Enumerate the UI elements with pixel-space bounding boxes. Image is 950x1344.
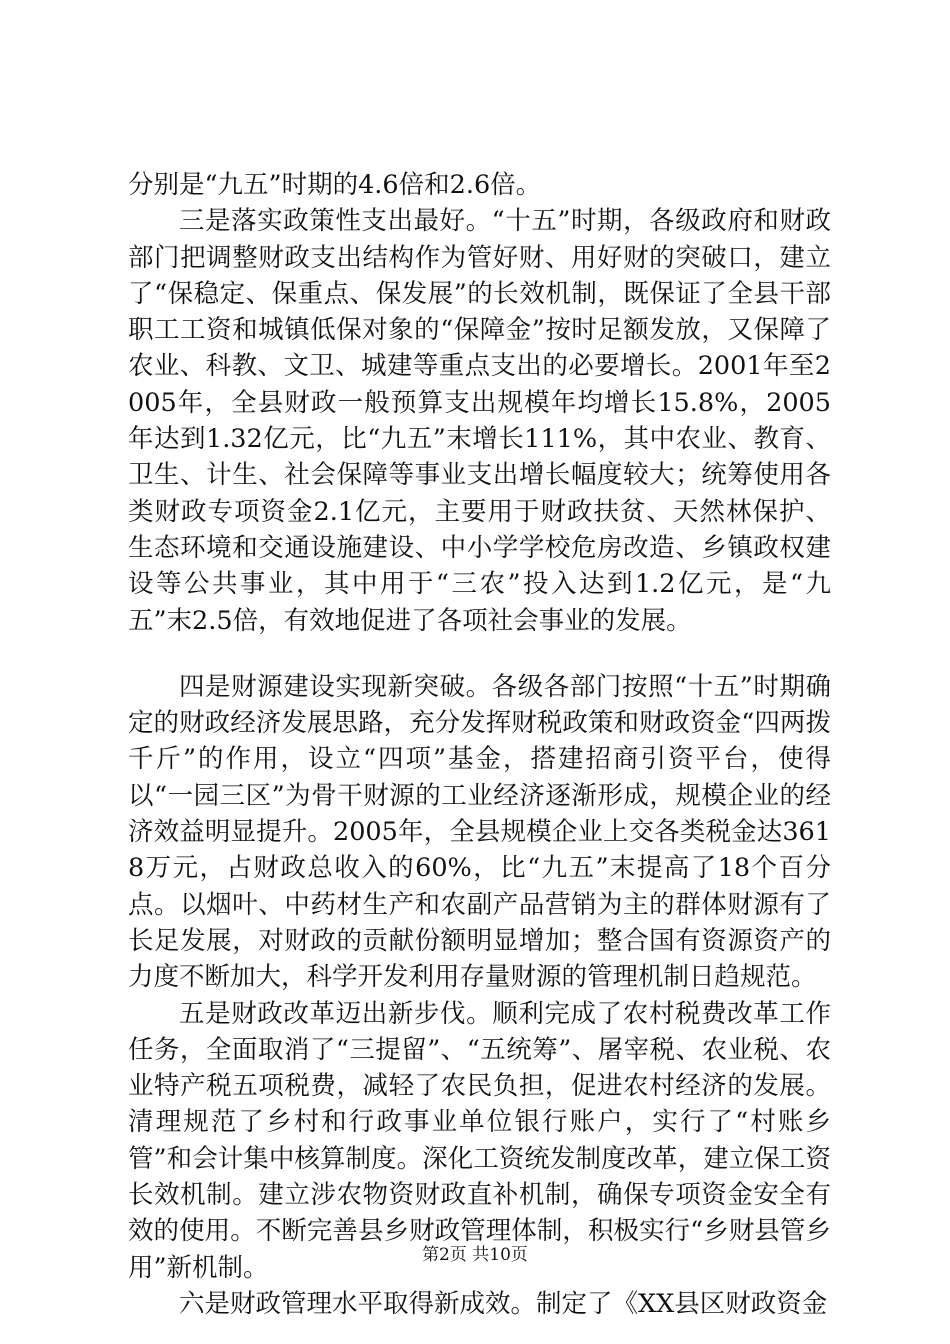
paragraph-continuation: 分别是“九五”时期的4.6倍和2.6倍。 (128, 170, 542, 200)
body-text (128, 167, 831, 1322)
paragraph-fiscal-management: 六是财政管理水平取得新成效。制定了《XX县区财政资金 (179, 1288, 828, 1319)
paragraph-policy-spending: 三是落实政策性支出最好。“十五”时期，各级政府和财政部门把调整财政支出结构作为管好财、用好财的突破口，建立了“保稳定、保重点、保发展”的长效机制，既保证了全县干部职工工资和城镇低保对象的“保障金”按时足额发放，又保障了农业、科教、文卫、城建等重点支出的必要增长。2001年至2005年，全县财政一般预算支出规模年均增长15.8%，2005年达到1.32亿元，比“九五”末增长111%，其中农业、教育、卫生、计生、社会保障等事业支出增长幅度较大；统筹使用各类财政专项资金2.1亿元，主要用于财政扶贫、天然林保护、生态环境和交通设施建设、中小学学校危房改造、乡镇政权建设等公共事业，其中用于“三农”投入达到1.2亿元，是“九五”末2.5倍，有效地促进了各项社会事业的发展。 (128, 206, 831, 636)
paragraph-revenue-sources: 四是财源建设实现新突破。各级各部门按照“十五”时期确定的财政经济发展思路，充分发挥财税政策和财政资金“四两拨千斤”的作用，设立“四项”基金，搭建招商引资平台，使得以“一园三区”为骨干财源的工业经济逐渐形成，规模企业的经济效益明显提升。2005年，全县规模企业上交各类税金达3618万元，占财政总收入的60%，比“九五”末提高了18个百分点。以烟叶、中药材生产和农副产品营销为主的群体财源有了长足发展，对财政的贡献份额明显增加；整合国有资源资产的力度不断加大，科学开发利用存量财源的管理机制日趋规范。 (128, 671, 831, 993)
paragraph-gap (128, 639, 831, 669)
page-number-footer: 第2页 共10页 (422, 1245, 528, 1265)
paragraph-fiscal-reform: 五是财政改革迈出新步伐。顺利完成了农村税费改革工作任务，全面取消了“三提留”、“五统筹”、屠宰税、农业税、农业特产税五项税费，减轻了农民负担，促进农村经济的发展。清理规范了乡村和行政事业单位银行账户，实行了“村账乡管”和会计集中核算制度。深化工资统发制度改革，建立保工资长效机制。建立涉农物资财政直补机制，确保专项资金安全有效的使用。不断完善县乡财政管理体制，积极实行“乡财县管乡用”新机制。 (128, 998, 831, 1283)
